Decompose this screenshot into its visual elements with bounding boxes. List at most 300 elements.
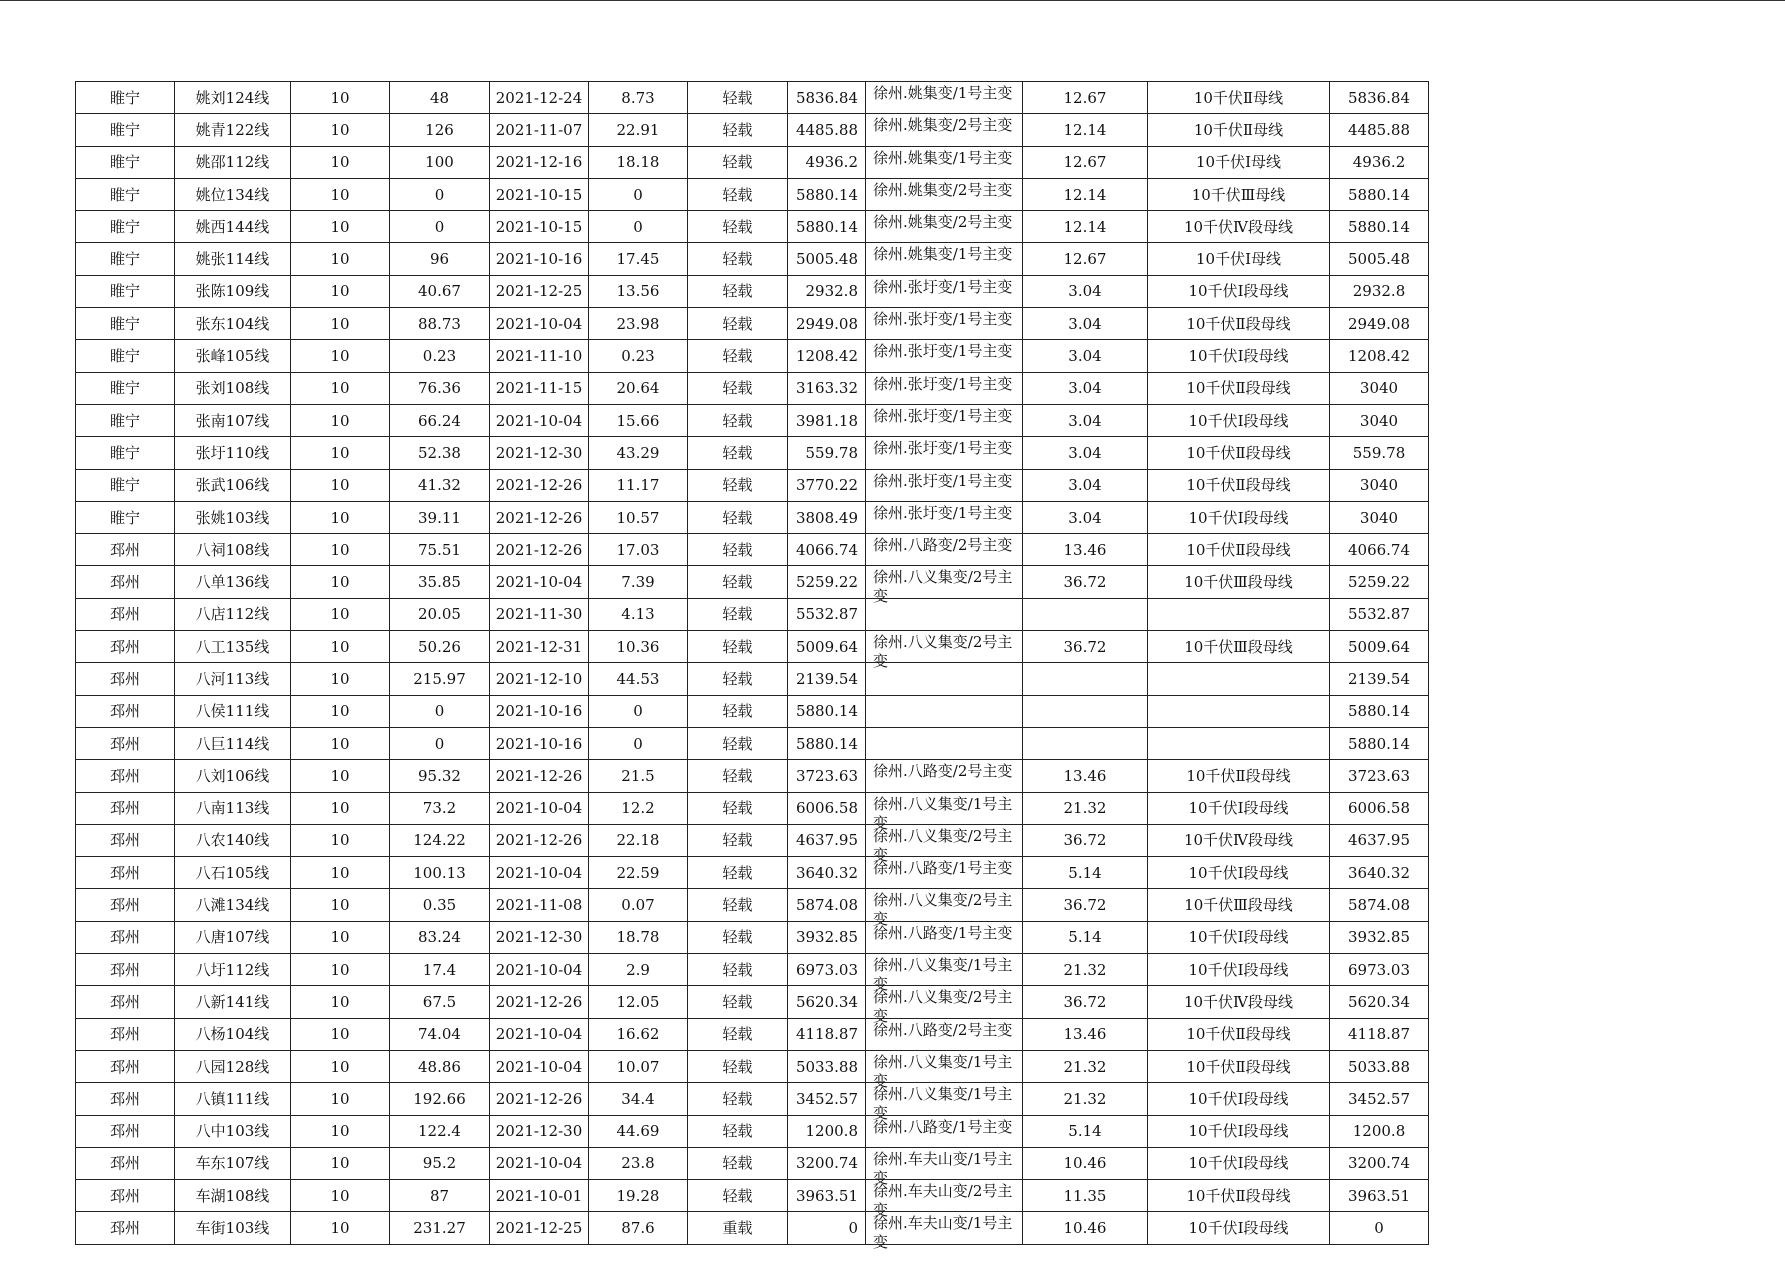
busbar-cell: 10千伏Ⅰ段母线 [1148,792,1330,824]
load-rate-cell: 87.6 [589,1212,688,1244]
busbar-cell [1148,695,1330,727]
load-status-cell: 轻载 [688,1147,788,1179]
date-cell: 2021-12-26 [490,986,589,1018]
substation-cell [866,631,1023,671]
date-cell: 2021-12-26 [490,1083,589,1115]
capacity-cell: 5620.34 [788,986,866,1018]
table-row [76,566,1429,598]
busbar-cell: 10千伏Ⅰ段母线 [1148,340,1330,372]
county-cell: 睢宁 [76,211,175,243]
load-status-cell: 轻载 [688,1180,788,1212]
substation-text [873,665,1022,692]
county-cell: 邳州 [76,566,175,598]
current-cell: 48 [390,82,490,114]
capacity-cell: 4118.87 [788,1018,866,1050]
load-rate-cell: 22.18 [589,824,688,856]
county-cell: 邳州 [76,631,175,663]
table-row [76,857,1429,889]
available-capacity-cell: 2949.08 [1330,308,1429,340]
substation-cell [866,986,1023,1026]
substation-cell [866,308,1023,340]
current-cell: 17.4 [390,954,490,986]
county-cell: 邳州 [76,1115,175,1147]
substation-text: 徐州.姚集变/1号主变 [873,84,1013,102]
date-cell: 2021-12-10 [490,663,589,695]
table-row [76,243,1429,275]
transformer-rate-cell: 12.67 [1023,82,1148,114]
substation-cell [866,889,1023,929]
substation-cell [866,82,1023,114]
available-capacity-cell: 5532.87 [1330,598,1429,630]
voltage-cell: 10 [291,340,390,372]
county-cell: 邳州 [76,1180,175,1212]
table-row [76,631,1429,663]
substation-cell [866,211,1023,243]
busbar-cell: 10千伏Ⅰ母线 [1148,146,1330,178]
date-cell: 2021-12-26 [490,824,589,856]
feeder-name-cell: 八镇111线 [175,1083,291,1115]
load-rate-cell: 10.36 [589,631,688,663]
table-row [76,824,1429,856]
substation-cell [866,340,1023,372]
load-status-cell: 轻载 [688,146,788,178]
county-cell: 睢宁 [76,275,175,307]
load-status-cell: 轻载 [688,211,788,243]
feeder-name-cell: 车湖108线 [175,1180,291,1212]
table-row [76,404,1429,436]
county-cell: 睢宁 [76,469,175,501]
busbar-cell: 10千伏Ⅰ段母线 [1148,1083,1330,1115]
county-cell: 邳州 [76,1147,175,1179]
county-cell: 邳州 [76,1018,175,1050]
feeder-name-cell: 八园128线 [175,1050,291,1082]
page-top-rule [0,0,1785,1]
voltage-cell: 10 [291,1083,390,1115]
date-cell: 2021-10-04 [490,566,589,598]
substation-text: 徐州.姚集变/2号主变 [873,180,1013,199]
table-row [76,82,1429,114]
substation-cell [866,760,1023,792]
substation-text: 徐州.八义集变/2号主变 [873,826,1013,864]
load-rate-cell: 22.59 [589,857,688,889]
substation-cell [866,598,1023,630]
busbar-cell: 10千伏Ⅱ母线 [1148,82,1330,114]
date-cell: 2021-10-01 [490,1180,589,1212]
transformer-rate-cell: 12.67 [1023,243,1148,275]
load-rate-cell: 0 [589,695,688,727]
current-cell: 0.35 [390,889,490,921]
substation-text: 徐州.八路变/2号主变 [873,762,1013,781]
substation-cell [866,178,1023,210]
substation-text [873,730,1022,757]
county-cell: 睢宁 [76,404,175,436]
load-status-cell: 轻载 [688,372,788,404]
date-cell: 2021-10-04 [490,1018,589,1050]
table-row [76,501,1429,533]
load-rate-cell: 0 [589,211,688,243]
table-row [76,727,1429,759]
feeder-name-cell: 姚刘124线 [175,82,291,114]
capacity-cell: 6973.03 [788,954,866,986]
load-rate-cell: 20.64 [589,372,688,404]
load-status-cell: 轻载 [688,1083,788,1115]
voltage-cell: 10 [291,760,390,792]
date-cell: 2021-10-04 [490,857,589,889]
available-capacity-cell: 5836.84 [1330,82,1429,114]
transformer-rate-cell: 3.04 [1023,340,1148,372]
voltage-cell: 10 [291,146,390,178]
date-cell: 2021-10-16 [490,243,589,275]
feeder-name-cell: 八工135线 [175,631,291,663]
county-cell: 睢宁 [76,437,175,469]
substation-text: 徐州.张圩变/1号主变 [873,277,1013,296]
current-cell: 67.5 [390,986,490,1018]
substation-text: 徐州.八义集变/2号主变 [873,891,1013,929]
current-cell: 122.4 [390,1115,490,1147]
current-cell: 39.11 [390,501,490,533]
load-rate-cell: 7.39 [589,566,688,598]
date-cell: 2021-12-30 [490,1115,589,1147]
county-cell: 邳州 [76,663,175,695]
load-rate-cell: 44.53 [589,663,688,695]
county-cell: 邳州 [76,954,175,986]
load-rate-cell: 23.98 [589,308,688,340]
busbar-cell: 10千伏Ⅰ段母线 [1148,857,1330,889]
county-cell: 邳州 [76,695,175,727]
available-capacity-cell: 5009.64 [1330,631,1429,663]
voltage-cell: 10 [291,1147,390,1179]
substation-text: 徐州.张圩变/1号主变 [873,310,1013,329]
capacity-cell: 3770.22 [788,469,866,501]
current-cell: 83.24 [390,921,490,953]
capacity-cell: 3932.85 [788,921,866,953]
substation-cell [866,501,1023,533]
substation-text: 徐州.八义集变/2号主变 [873,633,1013,671]
current-cell: 95.2 [390,1147,490,1179]
load-rate-cell: 11.17 [589,469,688,501]
date-cell: 2021-10-04 [490,308,589,340]
feeder-name-cell: 八中103线 [175,1115,291,1147]
county-cell: 邳州 [76,760,175,792]
load-rate-cell: 18.78 [589,921,688,953]
load-rate-cell: 22.91 [589,114,688,146]
table-row [76,792,1429,824]
date-cell: 2021-12-30 [490,921,589,953]
load-status-cell: 轻载 [688,1115,788,1147]
transformer-rate-cell [1023,727,1148,759]
available-capacity-cell: 5880.14 [1330,695,1429,727]
substation-cell [866,727,1023,759]
busbar-cell: 10千伏Ⅱ段母线 [1148,760,1330,792]
voltage-cell: 10 [291,534,390,566]
current-cell: 41.32 [390,469,490,501]
available-capacity-cell: 6973.03 [1330,954,1429,986]
current-cell: 231.27 [390,1212,490,1244]
county-cell: 邳州 [76,598,175,630]
date-cell: 2021-11-07 [490,114,589,146]
load-rate-cell: 8.73 [589,82,688,114]
busbar-cell: 10千伏Ⅰ段母线 [1148,1212,1330,1244]
busbar-cell [1148,727,1330,759]
date-cell: 2021-12-25 [490,1212,589,1244]
table-row [76,1147,1429,1179]
capacity-cell: 3981.18 [788,404,866,436]
load-rate-cell: 19.28 [589,1180,688,1212]
date-cell: 2021-10-15 [490,211,589,243]
table-row [76,469,1429,501]
date-cell: 2021-12-25 [490,275,589,307]
transformer-rate-cell: 3.04 [1023,275,1148,307]
voltage-cell: 10 [291,1115,390,1147]
load-rate-cell: 34.4 [589,1083,688,1115]
current-cell: 215.97 [390,663,490,695]
feeder-name-cell: 车东107线 [175,1147,291,1179]
capacity-cell: 6006.58 [788,792,866,824]
county-cell: 睢宁 [76,82,175,114]
voltage-cell: 10 [291,372,390,404]
busbar-cell [1148,598,1330,630]
transformer-rate-cell: 13.46 [1023,534,1148,566]
substation-cell [866,1147,1023,1187]
voltage-cell: 10 [291,663,390,695]
transformer-rate-cell: 10.46 [1023,1147,1148,1179]
table-row [76,889,1429,921]
date-cell: 2021-10-04 [490,1147,589,1179]
available-capacity-cell: 1200.8 [1330,1115,1429,1147]
voltage-cell: 10 [291,695,390,727]
transformer-rate-cell: 12.14 [1023,211,1148,243]
capacity-cell: 4637.95 [788,824,866,856]
available-capacity-cell: 5620.34 [1330,986,1429,1018]
voltage-cell: 10 [291,437,390,469]
substation-cell [866,695,1023,727]
capacity-cell: 5009.64 [788,631,866,663]
current-cell: 73.2 [390,792,490,824]
feeder-name-cell: 八河113线 [175,663,291,695]
available-capacity-cell: 3452.57 [1330,1083,1429,1115]
substation-text: 徐州.车夫山变/2号主变 [873,1182,1013,1220]
busbar-cell: 10千伏Ⅱ段母线 [1148,1050,1330,1082]
current-cell: 100.13 [390,857,490,889]
busbar-cell: 10千伏Ⅳ段母线 [1148,211,1330,243]
county-cell: 邳州 [76,1212,175,1244]
feeder-name-cell: 八巨114线 [175,727,291,759]
available-capacity-cell: 5259.22 [1330,566,1429,598]
voltage-cell: 10 [291,1180,390,1212]
transformer-rate-cell: 21.32 [1023,1083,1148,1115]
load-rate-cell: 12.2 [589,792,688,824]
busbar-cell: 10千伏Ⅱ段母线 [1148,1180,1330,1212]
table-row [76,598,1429,630]
capacity-cell: 5880.14 [788,211,866,243]
capacity-cell: 3200.74 [788,1147,866,1179]
feeder-load-table [75,81,1429,1252]
substation-text: 徐州.姚集变/2号主变 [873,213,1013,232]
table-row [76,437,1429,469]
capacity-cell: 3963.51 [788,1180,866,1212]
load-rate-cell: 0 [589,178,688,210]
substation-text: 徐州.八义集变/1号主变 [873,956,1013,994]
county-cell: 睢宁 [76,178,175,210]
table-row [76,308,1429,340]
voltage-cell: 10 [291,857,390,889]
table-row [76,1050,1429,1082]
substation-text [873,698,1022,725]
substation-cell [866,437,1023,469]
busbar-cell: 10千伏Ⅰ段母线 [1148,1115,1330,1147]
substation-cell [866,275,1023,307]
capacity-cell: 2949.08 [788,308,866,340]
voltage-cell: 10 [291,1050,390,1082]
substation-text: 徐州.八义集变/1号主变 [873,794,1013,832]
load-status-cell: 轻载 [688,501,788,533]
date-cell: 2021-10-15 [490,178,589,210]
county-cell: 睢宁 [76,340,175,372]
table-row [76,695,1429,727]
current-cell: 48.86 [390,1050,490,1082]
available-capacity-cell: 1208.42 [1330,340,1429,372]
substation-cell [866,1180,1023,1220]
county-cell: 邳州 [76,921,175,953]
table-row [76,340,1429,372]
transformer-rate-cell: 13.46 [1023,760,1148,792]
feeder-name-cell: 车街103线 [175,1212,291,1244]
transformer-rate-cell: 5.14 [1023,857,1148,889]
capacity-cell: 1208.42 [788,340,866,372]
feeder-name-cell: 姚张114线 [175,243,291,275]
substation-text: 徐州.八路变/1号主变 [873,859,1013,878]
current-cell: 40.67 [390,275,490,307]
substation-cell [866,954,1023,994]
county-cell: 睢宁 [76,114,175,146]
transformer-rate-cell: 3.04 [1023,404,1148,436]
available-capacity-cell: 3040 [1330,404,1429,436]
busbar-cell: 10千伏Ⅳ段母线 [1148,824,1330,856]
voltage-cell: 10 [291,501,390,533]
current-cell: 50.26 [390,631,490,663]
busbar-cell: 10千伏Ⅱ段母线 [1148,437,1330,469]
transformer-rate-cell: 3.04 [1023,437,1148,469]
voltage-cell: 10 [291,824,390,856]
county-cell: 邳州 [76,889,175,921]
date-cell: 2021-10-04 [490,792,589,824]
substation-cell [866,1050,1023,1090]
substation-cell [866,404,1023,436]
feeder-name-cell: 八刘106线 [175,760,291,792]
capacity-cell: 5880.14 [788,178,866,210]
capacity-cell: 5033.88 [788,1050,866,1082]
date-cell: 2021-12-31 [490,631,589,663]
capacity-cell: 3640.32 [788,857,866,889]
current-cell: 100 [390,146,490,178]
county-cell: 睢宁 [76,501,175,533]
current-cell: 87 [390,1180,490,1212]
available-capacity-cell: 2932.8 [1330,275,1429,307]
capacity-cell: 3163.32 [788,372,866,404]
county-cell: 睢宁 [76,308,175,340]
feeder-name-cell: 张刘108线 [175,372,291,404]
substation-cell [866,663,1023,695]
busbar-cell: 10千伏Ⅱ母线 [1148,114,1330,146]
load-status-cell: 轻载 [688,114,788,146]
available-capacity-cell: 3963.51 [1330,1180,1429,1212]
load-rate-cell: 44.69 [589,1115,688,1147]
transformer-rate-cell: 13.46 [1023,1018,1148,1050]
county-cell: 邳州 [76,727,175,759]
table-row [76,760,1429,792]
load-status-cell: 轻载 [688,695,788,727]
substation-text: 徐州.八义集变/1号主变 [873,1085,1013,1123]
capacity-cell: 5005.48 [788,243,866,275]
substation-cell [866,857,1023,889]
transformer-rate-cell [1023,598,1148,630]
county-cell: 睢宁 [76,243,175,275]
current-cell: 75.51 [390,534,490,566]
available-capacity-cell: 559.78 [1330,437,1429,469]
current-cell: 192.66 [390,1083,490,1115]
table-row [76,921,1429,953]
load-rate-cell: 0.07 [589,889,688,921]
available-capacity-cell: 5880.14 [1330,178,1429,210]
date-cell: 2021-11-08 [490,889,589,921]
substation-text: 徐州.车夫山变/1号主变 [873,1214,1013,1252]
substation-cell [866,1115,1023,1147]
available-capacity-cell: 3932.85 [1330,921,1429,953]
feeder-name-cell: 八祠108线 [175,534,291,566]
substation-cell [866,566,1023,606]
table-row [76,1212,1429,1244]
table-row [76,1018,1429,1050]
feeder-name-cell: 张武106线 [175,469,291,501]
busbar-cell: 10千伏Ⅱ段母线 [1148,308,1330,340]
substation-text: 徐州.八义集变/2号主变 [873,988,1013,1026]
current-cell: 20.05 [390,598,490,630]
county-cell: 邳州 [76,1083,175,1115]
capacity-cell: 3452.57 [788,1083,866,1115]
table-row [76,1180,1429,1212]
substation-text: 徐州.姚集变/1号主变 [873,245,1013,264]
transformer-rate-cell [1023,663,1148,695]
substation-text: 徐州.八路变/2号主变 [873,1020,1013,1039]
busbar-cell: 10千伏Ⅰ段母线 [1148,501,1330,533]
load-status-cell: 轻载 [688,954,788,986]
available-capacity-cell: 6006.58 [1330,792,1429,824]
busbar-cell: 10千伏Ⅱ段母线 [1148,372,1330,404]
date-cell: 2021-10-04 [490,404,589,436]
transformer-rate-cell: 21.32 [1023,954,1148,986]
table-row [76,146,1429,178]
load-status-cell: 轻载 [688,889,788,921]
county-cell: 邳州 [76,986,175,1018]
load-status-cell: 轻载 [688,566,788,598]
table-row [76,211,1429,243]
capacity-cell: 5880.14 [788,727,866,759]
transformer-rate-cell: 21.32 [1023,1050,1148,1082]
feeder-name-cell: 张圩110线 [175,437,291,469]
load-status-cell: 轻载 [688,275,788,307]
substation-cell [866,1212,1023,1252]
substation-cell [866,243,1023,275]
substation-text: 徐州.张圩变/1号主变 [873,439,1013,458]
load-status-cell: 轻载 [688,824,788,856]
capacity-cell: 0 [788,1212,866,1244]
voltage-cell: 10 [291,921,390,953]
feeder-name-cell: 八新141线 [175,986,291,1018]
feeder-name-cell: 姚邵112线 [175,146,291,178]
load-status-cell: 轻载 [688,340,788,372]
feeder-name-cell: 八南113线 [175,792,291,824]
available-capacity-cell: 3040 [1330,469,1429,501]
